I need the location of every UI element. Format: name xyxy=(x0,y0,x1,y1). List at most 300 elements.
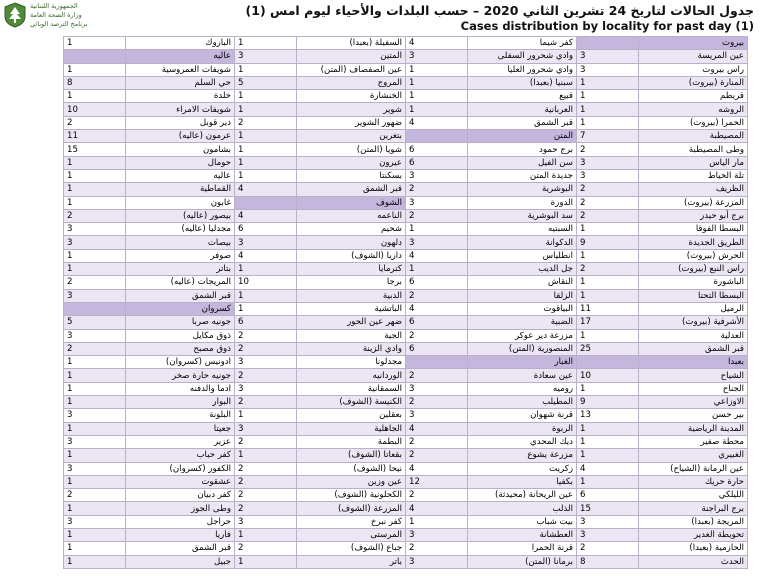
case-count: 1 xyxy=(577,329,639,342)
case-count: 6 xyxy=(406,156,468,169)
case-count: 8 xyxy=(577,555,639,568)
case-count: 1 xyxy=(64,263,126,276)
locality-name: برجا xyxy=(297,276,406,289)
case-count: 2 xyxy=(406,396,468,409)
case-count: 1 xyxy=(64,183,126,196)
locality-name: مجدلونا xyxy=(297,356,406,369)
case-count: 10 xyxy=(577,369,639,382)
locality-name: قريطم xyxy=(639,90,748,103)
case-count: 4 xyxy=(406,462,468,475)
locality-name: جبيل xyxy=(126,555,235,568)
table-row xyxy=(64,116,748,129)
locality-name: النقاش xyxy=(468,276,577,289)
locality-name: المطيلب xyxy=(468,396,577,409)
locality-name: جعيتا xyxy=(126,422,235,435)
case-count: 8 xyxy=(64,76,126,89)
case-count: 9 xyxy=(577,236,639,249)
case-count: 4 xyxy=(235,209,297,222)
table-row xyxy=(64,156,748,169)
logo-text-line1: الجمهورية اللبنانية xyxy=(30,2,78,10)
locality-name: بسكنتا xyxy=(297,169,406,182)
case-count: 3 xyxy=(235,422,297,435)
case-count: 12 xyxy=(406,475,468,488)
table-row xyxy=(64,396,748,409)
table-row xyxy=(64,489,748,502)
locality-name: برج أبو حيدر xyxy=(639,209,748,222)
table-row xyxy=(64,356,748,369)
case-count: 2 xyxy=(577,263,639,276)
locality-name: السفيلة (بعبدا) xyxy=(297,37,406,50)
case-count: 15 xyxy=(64,143,126,156)
locality-name: الأشرفية (بيروت) xyxy=(639,316,748,329)
locality-name: قرنة شهوان xyxy=(468,409,577,422)
case-count: 6 xyxy=(235,316,297,329)
case-count: 1 xyxy=(64,369,126,382)
logo-text-line2: وزارة الصحة العامة xyxy=(30,11,82,19)
case-count: 6 xyxy=(577,489,639,502)
locality-name: السمقانية xyxy=(297,382,406,395)
case-count: 3 xyxy=(406,528,468,541)
case-count: 1 xyxy=(406,76,468,89)
district-header: الشوف xyxy=(297,196,406,209)
case-count: 3 xyxy=(235,382,297,395)
case-count: 6 xyxy=(406,342,468,355)
locality-name: العربانية xyxy=(468,103,577,116)
table-row xyxy=(64,435,748,448)
case-count: 25 xyxy=(577,342,639,355)
case-count: 1 xyxy=(577,76,639,89)
locality-name: دير قوبل xyxy=(126,116,235,129)
case-count: 1 xyxy=(64,475,126,488)
locality-name: باتر xyxy=(297,555,406,568)
case-count: 2 xyxy=(64,209,126,222)
case-count: 3 xyxy=(64,329,126,342)
table-row xyxy=(64,555,748,568)
case-count: 3 xyxy=(235,50,297,63)
locality-name: شوير xyxy=(297,103,406,116)
case-count: 1 xyxy=(64,90,126,103)
case-count: 1 xyxy=(406,90,468,103)
case-count: 3 xyxy=(577,156,639,169)
locality-name: قبر الشمق xyxy=(639,342,748,355)
locality-name: قبر الشمق xyxy=(297,183,406,196)
table-row xyxy=(64,542,748,555)
case-count: 1 xyxy=(577,249,639,262)
case-count: 1 xyxy=(235,528,297,541)
case-count: 1 xyxy=(64,396,126,409)
cedar-emblem-icon xyxy=(4,2,26,28)
locality-name: جباع (الشوف) xyxy=(297,542,406,555)
case-count: 5 xyxy=(235,76,297,89)
locality-name: المصيطبة xyxy=(639,130,748,143)
table-row xyxy=(64,462,748,475)
table-row xyxy=(64,409,748,422)
locality-name: شويا (المتن) xyxy=(297,143,406,156)
case-count: 1 xyxy=(406,223,468,236)
district-header-count xyxy=(406,356,468,369)
case-count: 3 xyxy=(235,356,297,369)
locality-name: الدورة xyxy=(468,196,577,209)
case-count: 1 xyxy=(64,422,126,435)
district-header: المتن xyxy=(468,130,577,143)
case-count: 1 xyxy=(577,116,639,129)
case-count: 2 xyxy=(235,369,297,382)
case-count: 1 xyxy=(235,289,297,302)
locality-name: زكريت xyxy=(468,462,577,475)
locality-name: ادما والدفنه xyxy=(126,382,235,395)
locality-name: برمانا (المتن) xyxy=(468,555,577,568)
table-row xyxy=(64,249,748,262)
locality-name: كترمايا xyxy=(297,263,406,276)
case-count: 2 xyxy=(235,462,297,475)
table-row xyxy=(64,103,748,116)
case-count: 1 xyxy=(64,249,126,262)
case-count: 1 xyxy=(406,263,468,276)
case-count: 3 xyxy=(577,515,639,528)
case-count: 2 xyxy=(235,396,297,409)
table-row xyxy=(64,515,748,528)
case-count: 1 xyxy=(577,223,639,236)
case-count: 4 xyxy=(406,302,468,315)
case-count: 4 xyxy=(406,116,468,129)
case-count: 2 xyxy=(406,435,468,448)
case-count: 1 xyxy=(235,143,297,156)
locality-name: الذلب xyxy=(468,502,577,515)
case-count: 1 xyxy=(235,302,297,315)
locality-name: سد البوشرية xyxy=(468,209,577,222)
locality-name: كفر حباب xyxy=(126,449,235,462)
table-row xyxy=(64,289,748,302)
case-count: 2 xyxy=(406,289,468,302)
locality-name: البياقوت xyxy=(468,302,577,315)
locality-name: المتين xyxy=(297,50,406,63)
case-count: 1 xyxy=(64,528,126,541)
table-row xyxy=(64,422,748,435)
locality-name: عين وزين xyxy=(297,475,406,488)
locality-name: برج البراجنة xyxy=(639,502,748,515)
table-row xyxy=(64,329,748,342)
logo-text-line3: برنامج الترصد الوبائي xyxy=(30,20,88,28)
table-row xyxy=(64,63,748,76)
district-header-count xyxy=(577,37,639,50)
case-count: 2 xyxy=(406,369,468,382)
locality-name: داريا (الشوف) xyxy=(297,249,406,262)
locality-name: حي السلم xyxy=(126,76,235,89)
locality-name: الناعمه xyxy=(297,209,406,222)
locality-name: وطى المصيطبة xyxy=(639,143,748,156)
locality-name: قبر الشمق xyxy=(468,116,577,129)
case-count: 3 xyxy=(64,515,126,528)
locality-name: بير حسن xyxy=(639,409,748,422)
district-header-count xyxy=(64,302,126,315)
case-count: 2 xyxy=(577,196,639,209)
case-count: 1 xyxy=(235,263,297,276)
locality-name: الدبية xyxy=(297,289,406,302)
district-header-count xyxy=(406,130,468,143)
case-count: 3 xyxy=(64,289,126,302)
locality-name: ديك المحدي xyxy=(468,435,577,448)
locality-name: الوردانيه xyxy=(297,369,406,382)
case-count: 1 xyxy=(235,169,297,182)
case-count: 9 xyxy=(577,396,639,409)
locality-name: بكفيا xyxy=(468,475,577,488)
table-row xyxy=(64,382,748,395)
locality-name: خلدة xyxy=(126,90,235,103)
table-row xyxy=(64,37,748,50)
locality-name: البسطا الفوقا xyxy=(639,223,748,236)
locality-name: الاوزاعي xyxy=(639,396,748,409)
locality-name: مار الياس xyxy=(639,156,748,169)
locality-name: راس النبع (بيروت) xyxy=(639,263,748,276)
locality-name: المرستى xyxy=(297,528,406,541)
case-count: 4 xyxy=(406,249,468,262)
locality-name: البطمة xyxy=(297,435,406,448)
locality-name: بعقلين xyxy=(297,409,406,422)
locality-name: مزرعة يشوع xyxy=(468,449,577,462)
table-row xyxy=(64,369,748,382)
locality-name: كفر نبرخ xyxy=(297,515,406,528)
locality-name: المزرعة (بيروت) xyxy=(639,196,748,209)
locality-name: محطة صفير xyxy=(639,435,748,448)
case-count: 4 xyxy=(406,37,468,50)
locality-name: الشياح xyxy=(639,369,748,382)
case-count: 11 xyxy=(64,130,126,143)
case-count: 2 xyxy=(406,489,468,502)
case-count: 3 xyxy=(406,196,468,209)
locality-name: بيصور (عاليه) xyxy=(126,209,235,222)
locality-name: البوار xyxy=(126,396,235,409)
locality-name: عيرون xyxy=(297,156,406,169)
district-header: عاليه xyxy=(126,50,235,63)
locality-name: البلونة xyxy=(126,409,235,422)
locality-name: بتاتر xyxy=(126,263,235,276)
locality-name: حراجل xyxy=(126,515,235,528)
district-header: بيروت xyxy=(639,37,748,50)
table-row xyxy=(64,76,748,89)
locality-name: عاليه xyxy=(126,169,235,182)
table-row xyxy=(64,342,748,355)
locality-name: قبر الشمق xyxy=(126,542,235,555)
table-row xyxy=(64,169,748,182)
case-count: 2 xyxy=(64,342,126,355)
case-count: 4 xyxy=(235,183,297,196)
locality-name: المريجة (بعبدا) xyxy=(639,515,748,528)
case-count: 2 xyxy=(64,116,126,129)
case-count: 2 xyxy=(577,143,639,156)
table-row xyxy=(64,449,748,462)
table-row xyxy=(64,316,748,329)
district-header-count xyxy=(577,356,639,369)
district-header-count xyxy=(64,50,126,63)
table-row xyxy=(64,90,748,103)
case-count: 6 xyxy=(235,223,297,236)
case-count: 3 xyxy=(577,63,639,76)
locality-name: الكفور (كسروان) xyxy=(126,462,235,475)
case-count: 3 xyxy=(64,435,126,448)
case-count: 1 xyxy=(235,449,297,462)
case-count: 1 xyxy=(64,196,126,209)
locality-name: جونيه حارة صخر xyxy=(126,369,235,382)
locality-name: الروشه xyxy=(639,103,748,116)
case-count: 3 xyxy=(64,223,126,236)
case-count: 1 xyxy=(577,475,639,488)
locality-name: جونيه صربا xyxy=(126,316,235,329)
locality-name: صوفر xyxy=(126,249,235,262)
case-count: 11 xyxy=(577,302,639,315)
locality-name: المنصورية (المتن) xyxy=(468,342,577,355)
case-count: 3 xyxy=(64,409,126,422)
locality-name: القماطية xyxy=(126,183,235,196)
district-header-count xyxy=(235,196,297,209)
locality-name: الكحلونية (الشوف) xyxy=(297,489,406,502)
case-count: 1 xyxy=(577,90,639,103)
locality-name: شويفات العمروسية xyxy=(126,63,235,76)
locality-name: السبتيه xyxy=(468,223,577,236)
case-count: 7 xyxy=(577,130,639,143)
locality-name: الغبيري xyxy=(639,449,748,462)
table-row xyxy=(64,263,748,276)
locality-name: الباشورة xyxy=(639,276,748,289)
locality-name: العدلية xyxy=(639,329,748,342)
case-count: 2 xyxy=(406,209,468,222)
locality-name: الرميل xyxy=(639,302,748,315)
locality-name: عزير xyxy=(126,435,235,448)
case-count: 1 xyxy=(64,63,126,76)
case-count: 10 xyxy=(64,103,126,116)
locality-name: ذوق مصبح xyxy=(126,342,235,355)
case-count: 6 xyxy=(406,316,468,329)
locality-name: راس بيروت xyxy=(639,63,748,76)
case-count: 1 xyxy=(577,435,639,448)
case-count: 2 xyxy=(235,342,297,355)
case-count: 1 xyxy=(64,356,126,369)
case-count: 1 xyxy=(235,130,297,143)
locality-name: بتغرين xyxy=(297,130,406,143)
locality-name: حومال xyxy=(126,156,235,169)
locality-name: سن الفيل xyxy=(468,156,577,169)
locality-name: الدكوانة xyxy=(468,236,577,249)
case-count: 2 xyxy=(235,475,297,488)
table-row xyxy=(64,143,748,156)
locality-name: تحويطة الغدير xyxy=(639,528,748,541)
locality-name: ضهور الشوير xyxy=(297,116,406,129)
locality-name: الجناح xyxy=(639,382,748,395)
case-count: 2 xyxy=(577,542,639,555)
case-count: 15 xyxy=(577,502,639,515)
ministry-logo xyxy=(4,2,114,32)
table-row xyxy=(64,528,748,541)
case-count: 2 xyxy=(235,116,297,129)
case-count: 1 xyxy=(406,63,468,76)
locality-name: عين الصفصاف (المتن) xyxy=(297,63,406,76)
locality-name: المدينة الرياضية xyxy=(639,422,748,435)
case-count: 2 xyxy=(406,542,468,555)
locality-name: فاريا xyxy=(126,528,235,541)
locality-name: مزرعة دير عوكر xyxy=(468,329,577,342)
case-count: 6 xyxy=(406,276,468,289)
locality-name: كفر دبيان xyxy=(126,489,235,502)
locality-name: نيحا (الشوف) xyxy=(297,462,406,475)
case-count: 1 xyxy=(235,37,297,50)
locality-name: عين سعادة xyxy=(468,369,577,382)
table-row xyxy=(64,223,748,236)
table-row xyxy=(64,502,748,515)
locality-name: حارة حريك xyxy=(639,475,748,488)
case-count: 1 xyxy=(577,103,639,116)
locality-name: الكنيسة (الشوف) xyxy=(297,396,406,409)
locality-name: انطلياس xyxy=(468,249,577,262)
cases-table xyxy=(63,36,748,569)
locality-name: بيت شباب xyxy=(468,515,577,528)
table-row xyxy=(64,209,748,222)
locality-name: الربوة xyxy=(468,422,577,435)
locality-name: كفر شيما xyxy=(468,37,577,50)
locality-name: الباتشية xyxy=(297,302,406,315)
locality-name: المنارة (بيروت) xyxy=(639,76,748,89)
case-count: 1 xyxy=(577,422,639,435)
case-count: 1 xyxy=(406,103,468,116)
case-count: 2 xyxy=(235,435,297,448)
case-count: 1 xyxy=(406,515,468,528)
case-count: 1 xyxy=(577,289,639,302)
page-title-arabic: جدول الحالات لتاريخ 24 تشرين الثاني 2020 – حسب البلدات والأحياء ليوم امس (1) xyxy=(245,3,754,18)
locality-name: الجاهلية xyxy=(297,422,406,435)
case-count: 10 xyxy=(235,276,297,289)
case-count: 1 xyxy=(235,409,297,422)
case-count: 3 xyxy=(577,528,639,541)
case-count: 2 xyxy=(406,183,468,196)
case-count: 2 xyxy=(235,329,297,342)
case-count: 1 xyxy=(235,156,297,169)
case-count: 1 xyxy=(235,103,297,116)
district-header: كسروان xyxy=(126,302,235,315)
locality-name: عين الرمانة (الشياح) xyxy=(639,462,748,475)
locality-name: الظريف xyxy=(639,183,748,196)
case-count: 2 xyxy=(577,209,639,222)
case-count: 1 xyxy=(235,555,297,568)
district-header: الغبار xyxy=(468,356,577,369)
case-count: 3 xyxy=(235,515,297,528)
locality-name: ضهر عين الحور xyxy=(297,316,406,329)
locality-name: العطشانة xyxy=(468,528,577,541)
case-count: 13 xyxy=(577,409,639,422)
locality-name: الضبية xyxy=(468,316,577,329)
locality-name: سبنيا (بعبدا) xyxy=(468,76,577,89)
locality-name: الزلقا xyxy=(468,289,577,302)
locality-name: تلة الخياط xyxy=(639,169,748,182)
case-count: 2 xyxy=(577,183,639,196)
case-count: 1 xyxy=(235,63,297,76)
locality-name: وادي شحرور العليا xyxy=(468,63,577,76)
locality-name: الجية xyxy=(297,329,406,342)
locality-name: المريجات (عاليه) xyxy=(126,276,235,289)
locality-name: وادي شحرور السفلى xyxy=(468,50,577,63)
locality-name: الحدث xyxy=(639,555,748,568)
locality-name: الخنشارة xyxy=(297,90,406,103)
case-count: 3 xyxy=(64,462,126,475)
locality-name: قبر الشمق xyxy=(126,289,235,302)
locality-name: وطى الجوز xyxy=(126,502,235,515)
locality-name: قرنة الحمرا xyxy=(468,542,577,555)
case-count: 3 xyxy=(406,169,468,182)
locality-name: عرمون (عاليه) xyxy=(126,130,235,143)
table-row xyxy=(64,50,748,63)
locality-name: الباروك xyxy=(126,37,235,50)
case-count: 3 xyxy=(235,236,297,249)
locality-name: شحيم xyxy=(297,223,406,236)
locality-name: غابون xyxy=(126,196,235,209)
locality-name: بقعاتا (الشوف) xyxy=(297,449,406,462)
